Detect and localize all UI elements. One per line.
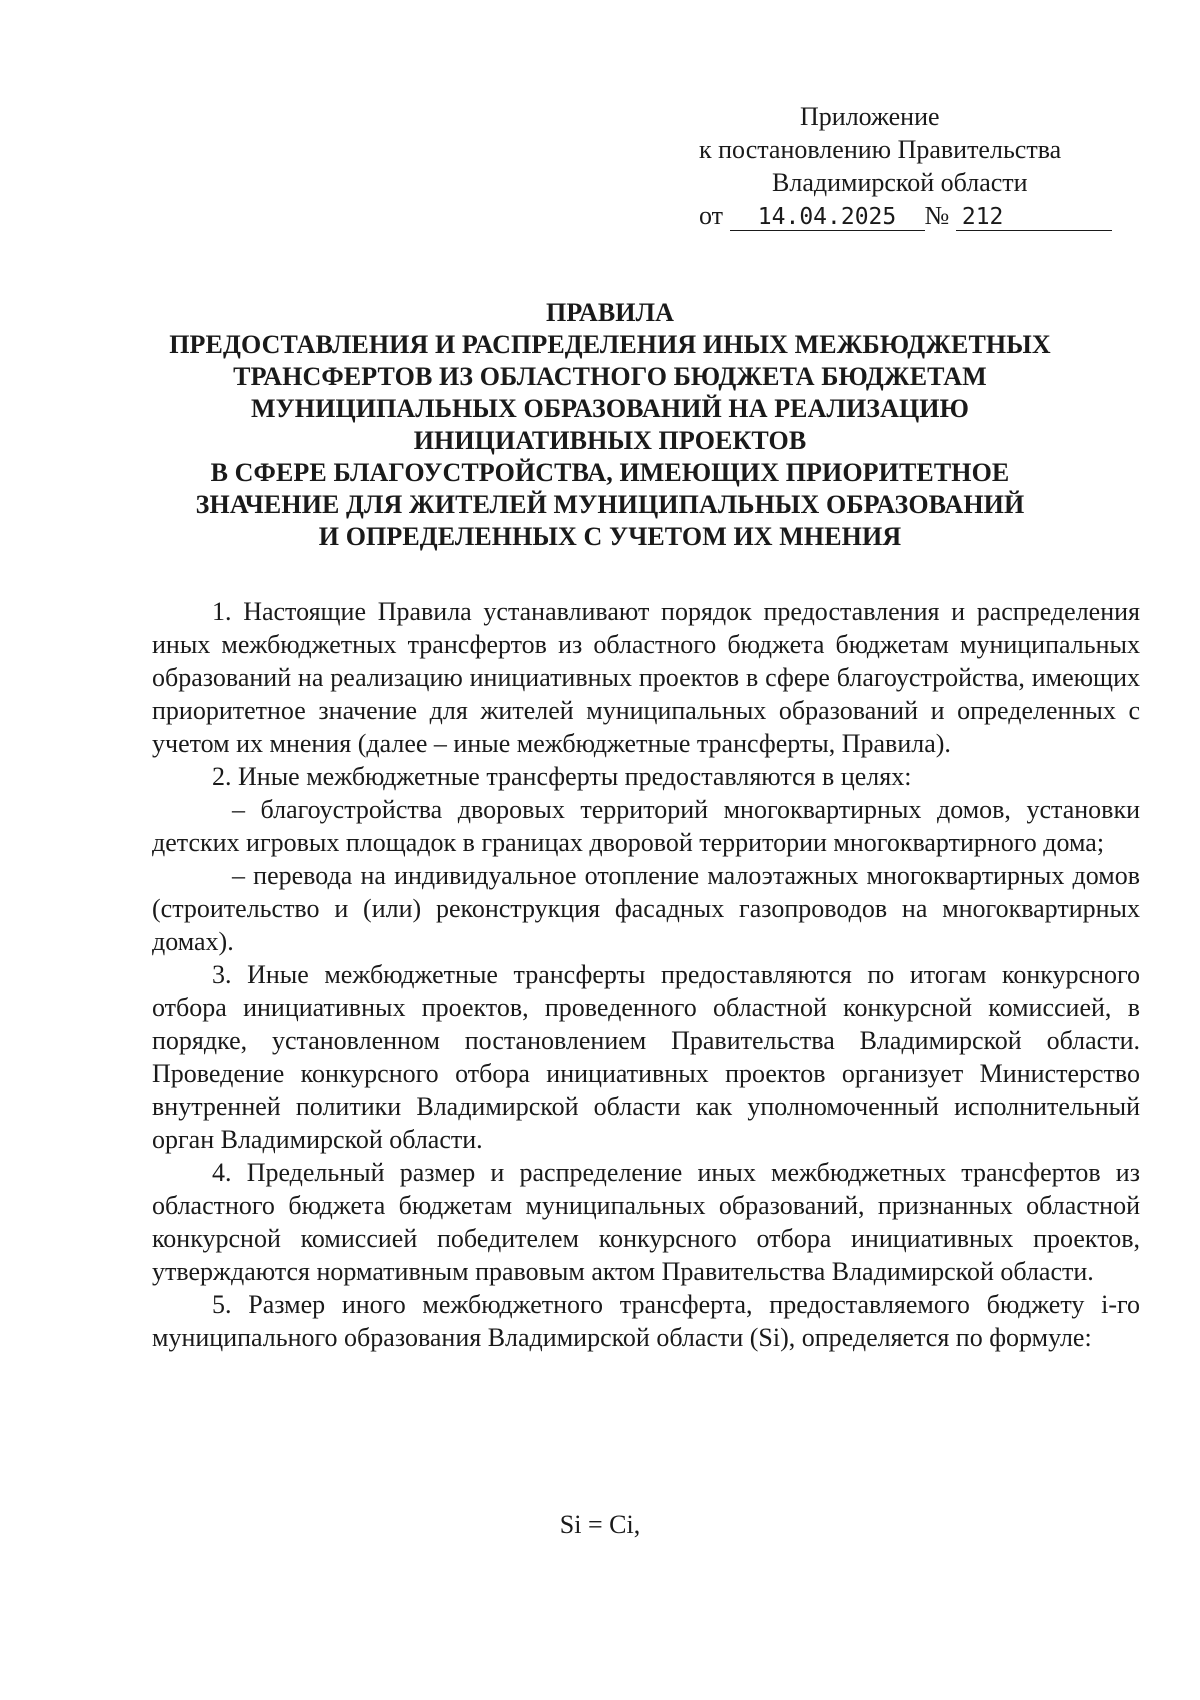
title-line: ЗНАЧЕНИЕ ДЛЯ ЖИТЕЛЕЙ МУНИЦИПАЛЬНЫХ ОБРАЗОВАНИЙ — [195, 490, 1025, 519]
title-line: И ОПРЕДЕЛЕННЫХ С УЧЕТОМ ИХ МНЕНИЯ — [318, 522, 902, 551]
paragraph-2-item-2: – перевода на индивидуальное отопление малоэтажных многоквартирных домов (строительство и (или) реконструкция фасадных газопроводов на многоквартирных домах). — [152, 861, 1140, 956]
paragraph-3: 3. Иные межбюджетные трансферты предоставляются по итогам конкурсного отбора инициативных проектов, проведенного областной конкурсной комиссией, в порядке, установленном постановлением Правительства Владимирской области. Проведение конкурсного отбора инициативных проектов организует Министерство внутренней политики Владимирской области как уполномоченный исполнительный орган Владимирской области. — [152, 960, 1140, 1154]
appendix-label: Приложение — [800, 102, 940, 131]
decree-number: 212 — [956, 204, 1112, 231]
appendix-region-line: Владимирской области — [772, 168, 1028, 197]
title-line: ПРЕДОСТАВЛЕНИЯ И РАСПРЕДЕЛЕНИЯ ИНЫХ МЕЖБЮДЖЕТНЫХ — [169, 330, 1051, 359]
appendix-date-number-line — [690, 199, 1090, 232]
title-line: ИНИЦИАТИВНЫХ ПРОЕКТОВ — [413, 426, 807, 455]
paragraph-4: 4. Предельный размер и распределение иных межбюджетных трансфертов из областного бюджета бюджетам муниципальных образований, признанных областной конкурсной комиссией победителем конкурсного отбора инициативных проектов, утверждаются нормативным правовым актом Правительства Владимирской области. — [152, 1158, 1140, 1286]
document-body — [152, 595, 1140, 1354]
paragraph-2-item-1: – благоустройства дворовых территорий многоквартирных домов, установки детских игровых площадок в границах дворовой территории многоквартирного дома; — [152, 795, 1140, 857]
appendix-header — [690, 100, 1090, 232]
paragraph-5: 5. Размер иного межбюджетного трансферта, предоставляемого бюджету i-го муниципального образования Владимирской области (Si), определяется по формуле: — [152, 1290, 1140, 1352]
decree-date: 14.04.2025 — [730, 204, 925, 231]
number-label: № — [924, 201, 950, 230]
appendix-decree-line: к постановлению Правительства — [699, 135, 1062, 164]
paragraph-2: 2. Иные межбюджетные трансферты предоставляются в целях: — [212, 762, 912, 791]
from-label: от — [699, 201, 724, 230]
title-line: В СФЕРЕ БЛАГОУСТРОЙСТВА, ИМЕЮЩИХ ПРИОРИТЕТНОЕ — [210, 458, 1010, 487]
paragraph-1: 1. Настоящие Правила устанавливают порядок предоставления и распределения иных межбюджетных трансфертов из областного бюджета бюджетам муниципальных образований на реализацию инициативных проектов в сфере благоустройства, имеющих приоритетное значение для жителей муниципальных образований и определенных с учетом их мнения (далее – иные межбюджетные трансферты, Правила). — [152, 597, 1140, 758]
formula: Si = Ci, — [559, 1510, 641, 1539]
title-line: ПРАВИЛА — [546, 298, 674, 327]
title-line: ТРАНСФЕРТОВ ИЗ ОБЛАСТНОГО БЮДЖЕТА БЮДЖЕТАМ — [233, 362, 987, 391]
document-title — [145, 297, 1075, 553]
title-line: МУНИЦИПАЛЬНЫХ ОБРАЗОВАНИЙ НА РЕАЛИЗАЦИЮ — [250, 394, 970, 423]
